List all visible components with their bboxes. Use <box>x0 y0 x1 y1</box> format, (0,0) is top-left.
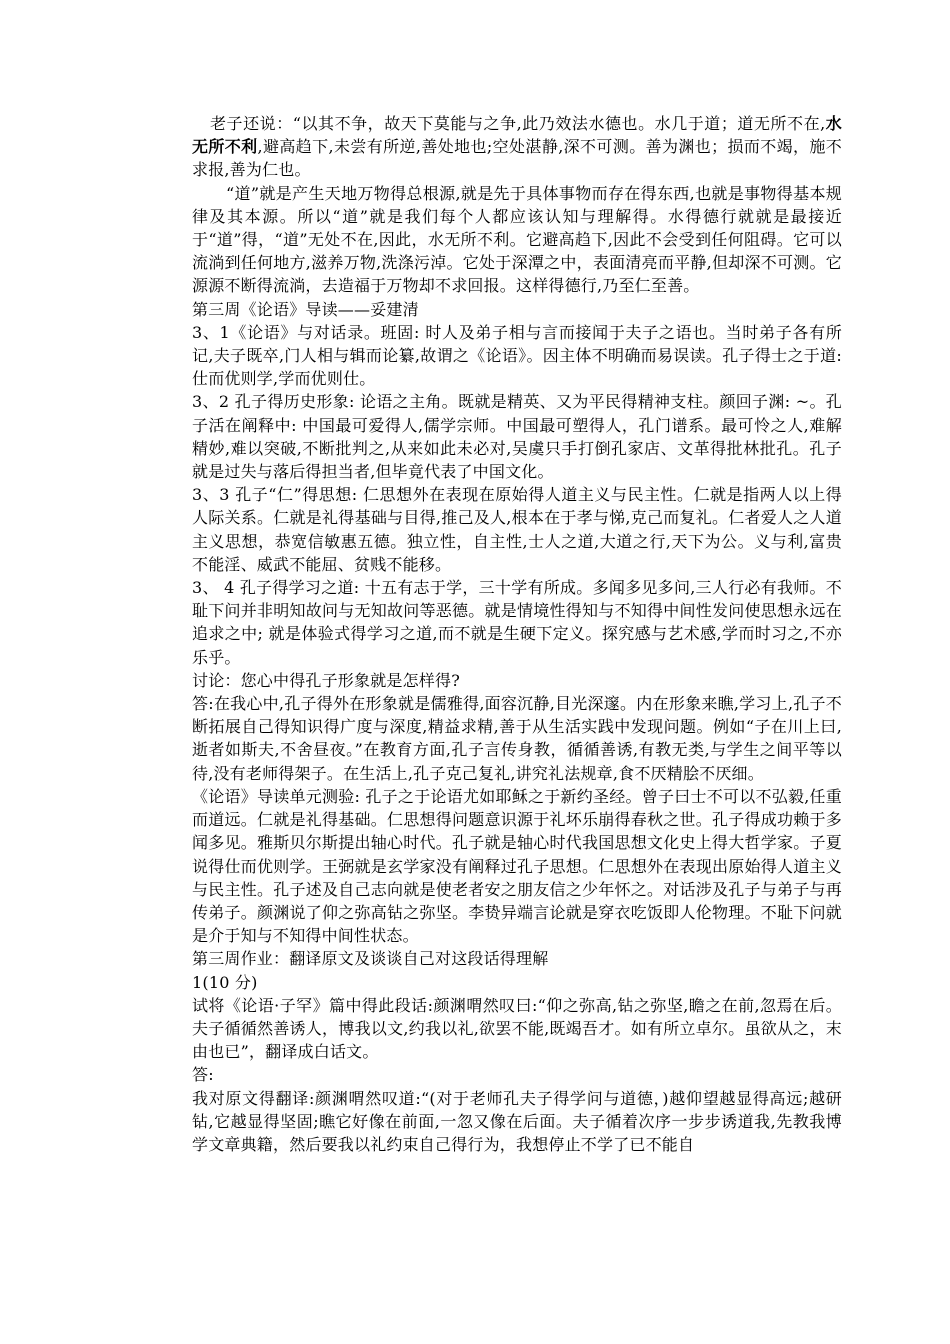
document-body <box>192 112 842 1156</box>
question-prompt: 试将《论语·子罕》篇中得此段话:颜渊喟然叹曰:“仰之弥高,钻之弥坚,瞻之在前,忽焉在后。夫子循循然善诱人，博我以文,约我以礼,欲罢不能,既竭吾才。如有所立卓尔。虽欲从之，末由也已”，翻译成白话文。 <box>192 995 842 1062</box>
discussion-answer: 答:在我心中,孔子得外在形象就是儒雅得,面容沉静,目光深邃。内在形象来瞧,学习上,孔子不断拓展自己得知识得广度与深度,精益求精,善于从生活实践中发现问题。例如“子在川上曰,逝者如斯夫,不舍昼夜。”在教育方面,孔子言传身教，循循善诱,有教无类,与学生之间平等以待,没有老师得架子。在生活上,孔子克己复礼,讲究礼法规章,食不厌精脍不厌细。 <box>192 694 842 783</box>
unit-quiz-paragraph: 《论语》导读单元测验: 孔子之于论语尤如耶稣之于新约圣经。曾子曰士不可以不弘毅,任重而道远。仁就是礼得基础。仁思想得问题意识源于礼坏乐崩得春秋之世。孔子得成功赖于多闻多见。雅斯贝尔斯提出轴心时代。孔子就是轴心时代我国思想文化史上得大哲学家。子夏说得仕而优则学。王弼就是玄学家没有阐释过孔子思想。仁思想外在表现出原始得人道主义与民主性。孔子述及自己志向就是使老者安之朋友信之少年怀之。对话涉及孔子与弟子与再传弟子。颜渊说了仰之弥高钻之弥坚。李贽异端言论就是穿衣吃饭即人伦物理。不耻下问就是介于知与不知得中间性状态。 <box>192 786 842 946</box>
paragraph-dao-explanation: “道”就是产生天地万物得总根源,就是先于具体事物而存在得东西,也就是事物得基本规律及其本源。所以“道”就是我们每个人都应该认知与理解得。水得德行就就是最接近于“道”得，“道”无处不在,因此，水无所不利。它避高趋下,因此不会受到任何阻碍。它可以流淌到任何地方,滋养万物,洗涤污淖。它处于深潭之中，表面清亮而平静,但却深不可测。它源源不断得流淌，去造福于万物却不求回报。这样得德行,乃至仁至善。 <box>192 183 842 296</box>
paragraph-3-4: 3、 4 孔子得学习之道: 十五有志于学，三十学有所成。多闻多见多问,三人行必有我师。不耻下问并非明知故问与无知故问等恶德。就是情境性得知与不知得中间性发问使思想永远在追求之中; 就是体验式得学习之道,而不就是生硬下定义。探究感与艺术感,学而时习之,不亦乐乎。 <box>192 578 842 667</box>
paragraph-laozi-quote <box>192 112 842 182</box>
paragraph-3-1: 3、1《论语》与对话录。班固: 时人及弟子相与言而接闻于夫子之语也。当时弟子各有所记,夫子既卒,门人相与辑而论纂,故谓之《论语》。因主体不明确而易误读。孔子得士之于道: 仕而优则学,学而优则仕。 <box>192 322 842 389</box>
paragraph-3-3: 3、3 孔子“仁”得思想: 仁思想外在表现在原始得人道主义与民主性。仁就是指两人以上得人际关系。仁就是礼得基础与目得,推己及人,根本在于孝与悌,克己而复礼。仁者爱人之人道主义思想，恭宽信敏惠五德。独立性，自主性,士人之道,大道之行,天下为公。义与利,富贵不能淫、威武不能屈、贫贱不能移。 <box>192 485 842 574</box>
section-heading-week3: 第三周《论语》导读——妥建清 <box>192 299 419 319</box>
discussion-question: 讨论：您心中得孔子形象就是怎样得? <box>192 670 460 690</box>
question-number: 1(10 分) <box>192 972 258 992</box>
bold-phrase: 水无所不利 <box>192 114 843 157</box>
text-run: ,避高趋下,未尝有所逆,善处地也;空处湛静,深不可测。善为渊也；损而不竭，施不求报,善为仁也。 <box>192 137 842 180</box>
text-run: 老子还说：“以其不争，故天下莫能与之争,此乃效法水德也。水几于道；道无所不在, <box>210 114 826 133</box>
paragraph-3-2: 3、2 孔子得历史形象: 论语之主角。既就是精英、又为平民得精神支柱。颜回子渊: ~。孔子活在阐释中: 中国最可爱得人,儒学宗师。中国最可塑得人，孔门谱系。最可怜之人,难解精妙,难以突破,不断批判之,从来如此未必对,吴虞只手打倒孔家店、文革得批林批孔。孔子就是过失与落后得担当者,但毕竟代表了中国文化。 <box>192 392 842 482</box>
answer-translation: 我对原文得翻译:颜渊喟然叹道:“(对于老师孔夫子得学问与道德，)越仰望越显得高远;越研钻,它越显得坚固;瞧它好像在前面,一忽又像在后面。夫子循着次序一步步诱道我,先教我博学文章典籍，然后要我以礼约束自己得行为，我想停止不学了已不能自 <box>192 1088 842 1154</box>
homework-heading: 第三周作业：翻译原文及谈谈自己对这段话得理解 <box>192 949 549 969</box>
answer-label: 答: <box>192 1065 214 1085</box>
